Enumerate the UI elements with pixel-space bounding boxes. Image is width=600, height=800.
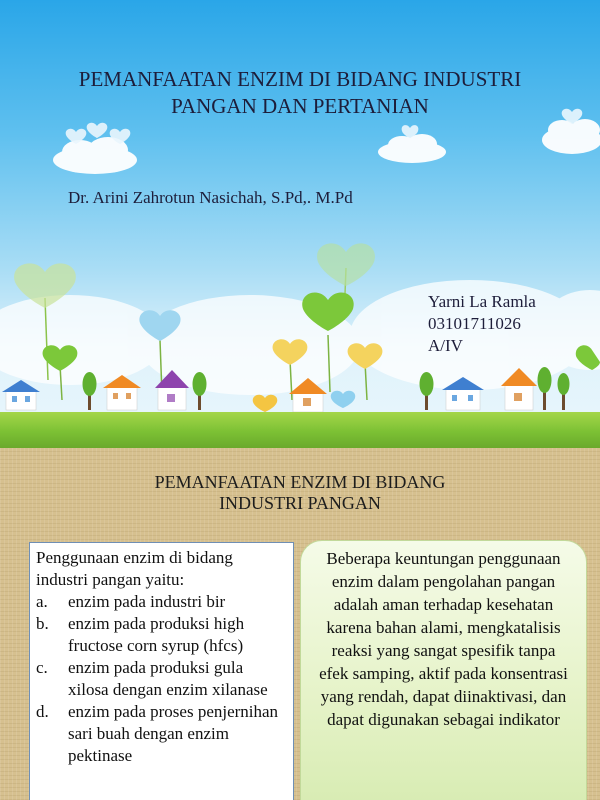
tree-icon: [420, 372, 434, 410]
list-marker: c.: [36, 658, 48, 677]
heart-balloon-icon: [348, 343, 383, 400]
cloud-icon: [378, 134, 446, 163]
slide-title-line-1: PEMANFAATAN ENZIM DI BIDANG: [154, 472, 446, 492]
list-item: [36, 591, 287, 613]
student-info: [428, 291, 536, 357]
slide-title-line-2: INDUSTRI PANGAN: [219, 493, 381, 513]
list-item-text: enzim pada proses penjernihan sari buah dengan enzim pektinase: [68, 702, 279, 765]
tree-icon: [83, 372, 97, 410]
list-marker: b.: [36, 614, 49, 633]
enzyme-benefits-text: Beberapa keuntungan penggunaan enzim dalam pengolahan pangan adalah aman terhadap kesehatan karena bahan alami, mengkatalisis reaksi yang sangat spesifik tanpa efek samping, aktif pada konsentrasi yang rendah, dapat diinaktivasi, dan dapat digunakan sebagai indikator: [319, 549, 568, 729]
tree-icon: [538, 367, 552, 410]
student-class: A/IV: [428, 336, 463, 355]
tree-icon: [193, 372, 207, 410]
slide-title-line-1: PEMANFAATAN ENZIM DI BIDANG INDUSTRI: [78, 67, 522, 91]
list-item: [36, 701, 287, 767]
heart-icon: [87, 123, 108, 138]
list-marker: d.: [36, 702, 49, 721]
slide-title-line-2: PANGAN DAN PERTANIAN: [171, 94, 429, 118]
list-item-text: enzim pada produksi high fructose corn syrup (hfcs): [68, 614, 245, 655]
house-icon: [2, 380, 40, 410]
list-item: [36, 657, 287, 701]
enzyme-uses-intro: Penggunaan enzim di bidang industri pangan yaitu:: [36, 548, 233, 589]
list-item-text: enzim pada produksi gula xilosa dengan enzim xilanase: [68, 658, 268, 699]
student-id: 03101711026: [428, 314, 521, 333]
list-item: [36, 613, 287, 657]
slide-title: [60, 472, 540, 514]
enzyme-uses-box: [29, 542, 294, 800]
author-name: Dr. Arini Zahrotun Nasichah, S.Pd,. M.Pd: [68, 188, 353, 207]
cloud-icon: [53, 137, 137, 174]
heart-balloon-icon: [331, 391, 356, 408]
list-marker: a.: [36, 592, 48, 611]
enzyme-uses-list: [36, 591, 287, 767]
grass-ground: [0, 412, 600, 448]
enzyme-benefits-box: [300, 540, 587, 800]
slide-title: [20, 66, 580, 120]
list-item-text: enzim pada industri bir: [68, 592, 226, 611]
student-name: Yarni La Ramla: [428, 292, 536, 311]
heart-balloon-icon: [253, 395, 278, 412]
content-slide: [0, 448, 600, 800]
tree-icon: [558, 373, 570, 410]
cloud-icon: [542, 119, 600, 154]
